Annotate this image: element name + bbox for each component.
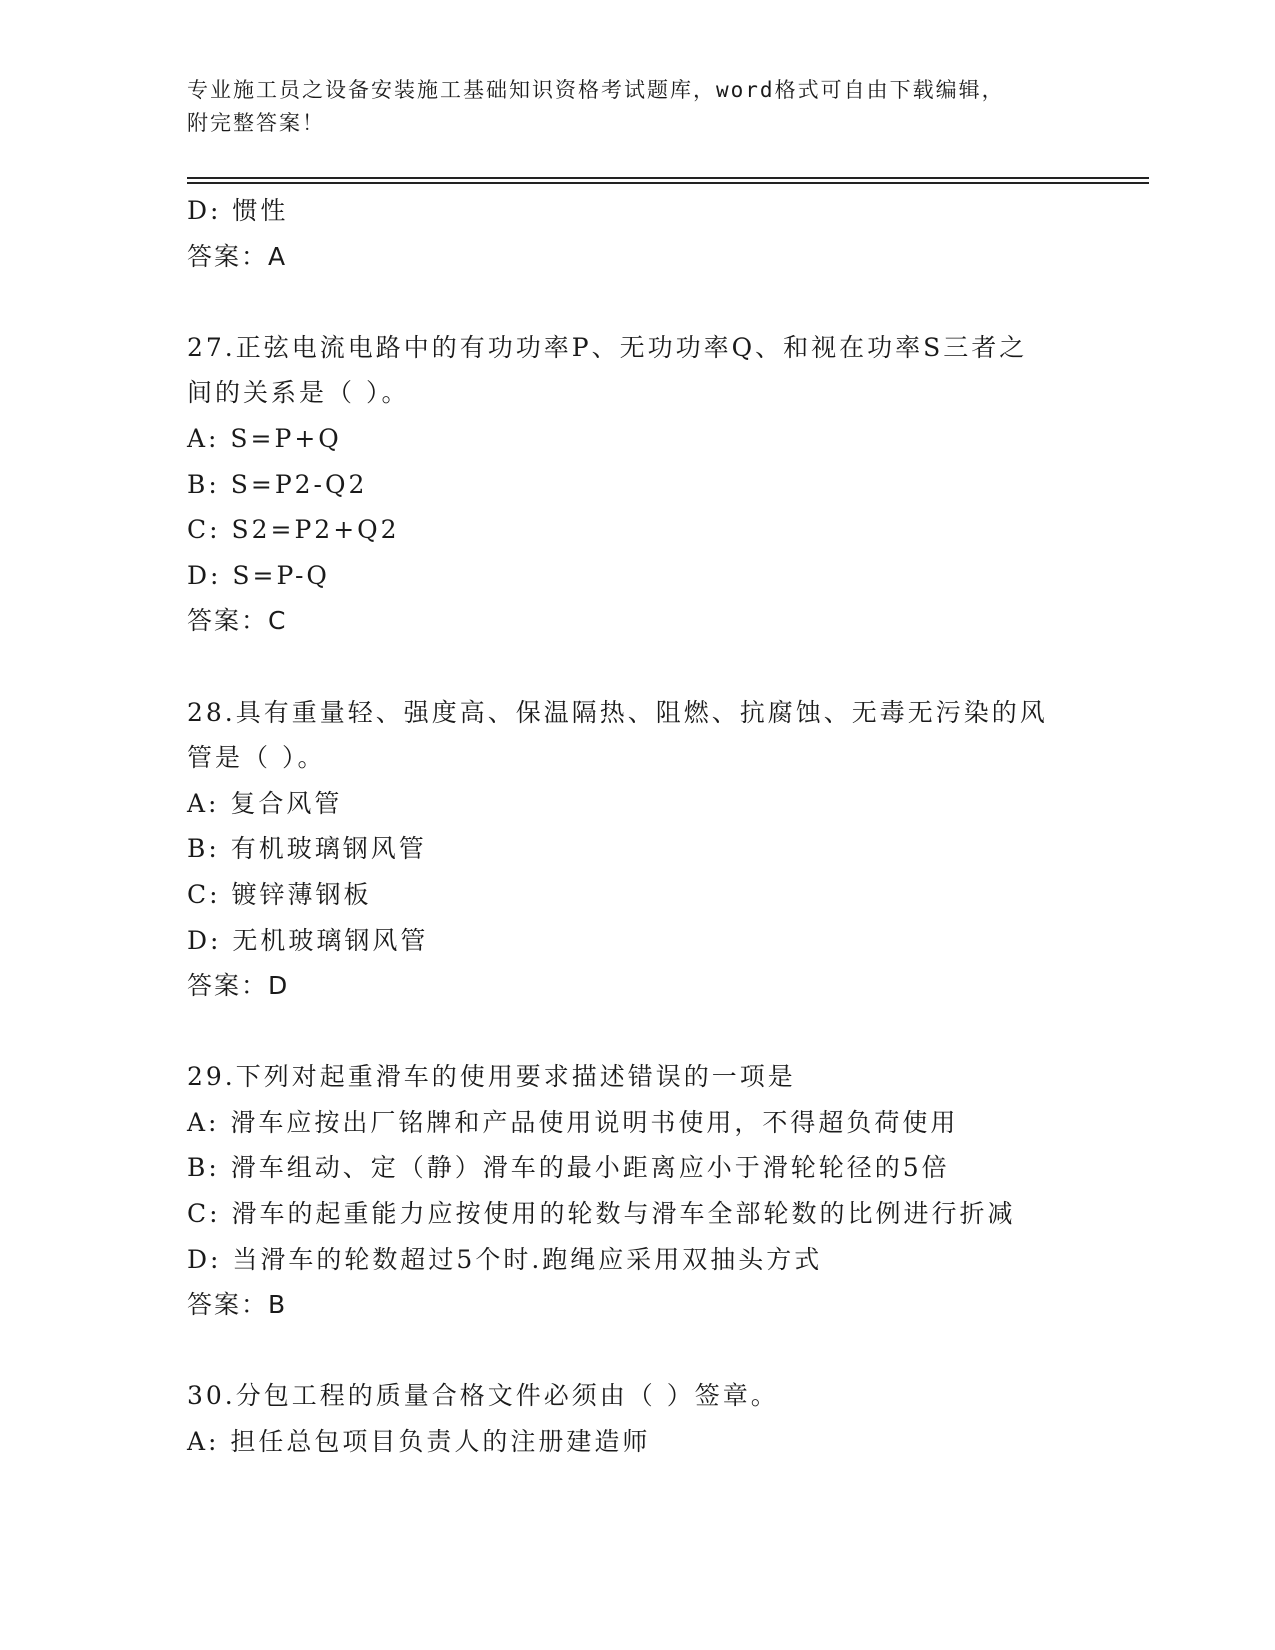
option-d: D: 当滑车的轮数超过5个时.跑绳应采用双抽头方式: [187, 1244, 823, 1274]
spacer: [187, 279, 1117, 325]
question-block: [187, 1373, 1117, 1464]
answer-line: 答案：C: [187, 606, 288, 636]
option-c: C: 镀锌薄钢板: [187, 879, 372, 909]
answer-line: 答案：B: [187, 1290, 288, 1320]
spacer: [187, 1328, 1117, 1374]
question-text: 30.分包工程的质量合格文件必须由（ ）签章。: [187, 1381, 779, 1411]
option-b: B: S=P2-Q2: [187, 469, 368, 499]
question-block: [187, 325, 1117, 644]
option-a: A: 复合风管: [187, 788, 343, 818]
question-block: [187, 188, 1117, 279]
header-divider-top: [187, 177, 1149, 179]
option-d: D: 惯性: [187, 196, 289, 225]
option-d: D: 无机玻璃钢风管: [187, 925, 429, 955]
header-line-1: 专业施工员之设备安装施工基础知识资格考试题库，word格式可自由下载编辑，: [187, 78, 1005, 102]
question-text: 29.下列对起重滑车的使用要求描述错误的一项是: [187, 1062, 796, 1092]
option-d: D: S=P-Q: [187, 560, 330, 590]
option-a: A: 担任总包项目负责人的注册建造师: [187, 1427, 651, 1457]
header-divider-bottom: [187, 182, 1149, 184]
option-c: C: 滑车的起重能力应按使用的轮数与滑车全部轮数的比例进行折减: [187, 1199, 1016, 1229]
answer-line: 答案：D: [187, 971, 290, 1001]
option-b: B: 滑车组动、定（静）滑车的最小距离应小于滑轮轮径的5倍: [187, 1153, 950, 1183]
question-list: [187, 188, 1117, 1465]
option-a: A: S=P+Q: [187, 423, 342, 453]
header-line-2: 附完整答案！: [187, 111, 325, 135]
answer-line: 答案：A: [187, 241, 288, 271]
question-text: 27.正弦电流电路中的有功功率P、无功功率Q、和视在功率S三者之: [187, 332, 1028, 362]
option-b: B: 有机玻璃钢风管: [187, 834, 427, 864]
option-a: A: 滑车应按出厂铭牌和产品使用说明书使用，不得超负荷使用: [187, 1107, 959, 1137]
spacer: [187, 644, 1117, 690]
question-block: [187, 690, 1117, 1009]
question-text: 间的关系是（ ）。: [187, 378, 410, 408]
question-text: 管是（ ）。: [187, 743, 326, 773]
spacer: [187, 1009, 1117, 1055]
option-c: C: S2=P2+Q2: [187, 515, 400, 545]
question-block: [187, 1054, 1117, 1328]
question-text: 28.具有重量轻、强度高、保温隔热、阻燃、抗腐蚀、无毒无污染的风: [187, 697, 1048, 727]
page-header: [187, 74, 1067, 140]
